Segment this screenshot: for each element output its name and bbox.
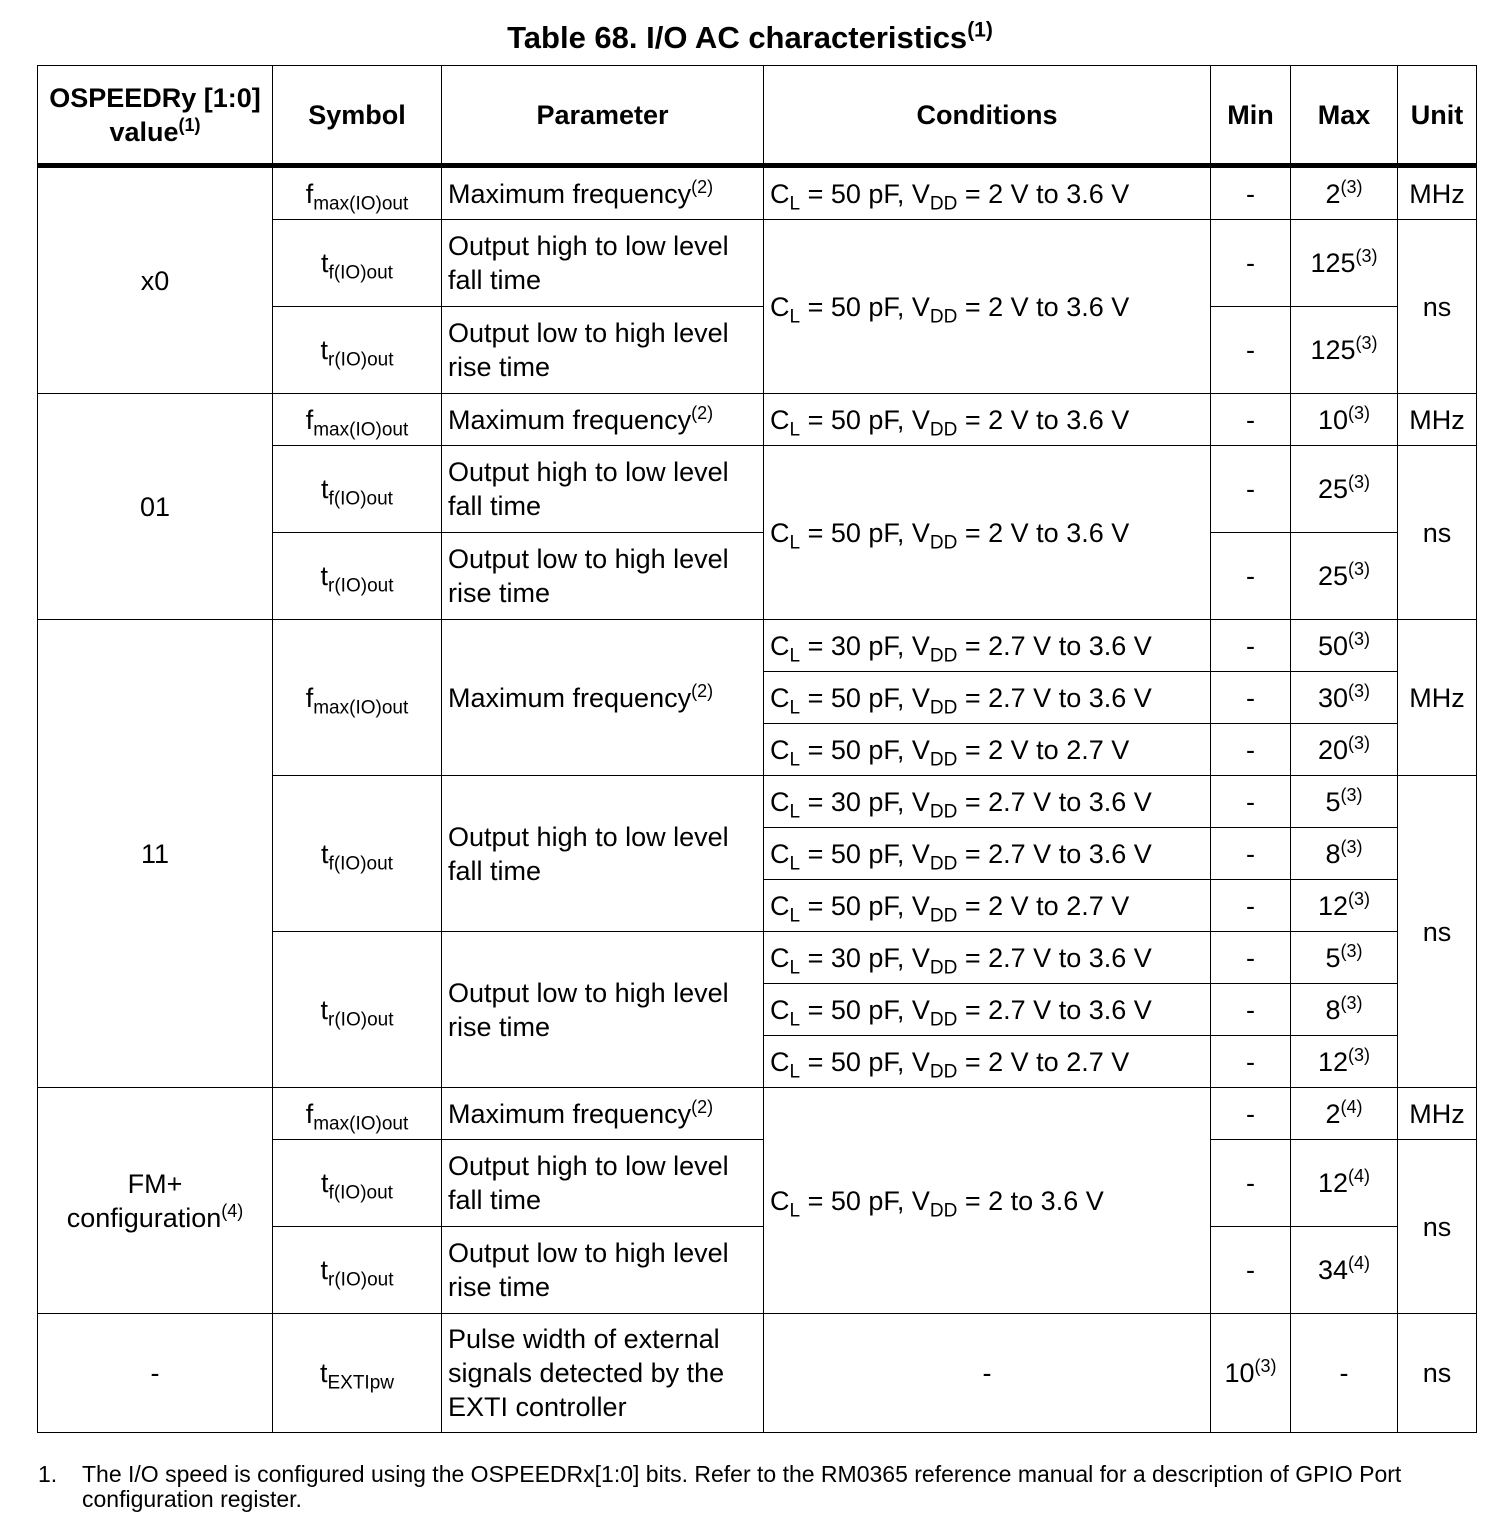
min-value: -: [1211, 984, 1291, 1036]
header-max: Max: [1291, 66, 1398, 166]
unit-mhz: MHz: [1398, 394, 1477, 446]
symbol-fmax: $f_{max(IO)out}$: [273, 166, 442, 220]
min-value: -: [1211, 166, 1291, 220]
group-01: 01: [38, 394, 273, 620]
param-exti-pulse-width: Pulse width of external signals detected by the EXTI controller: [442, 1314, 764, 1433]
min-value: -: [1211, 307, 1291, 394]
condition: -: [764, 1314, 1211, 1433]
condition: $C_L = 30$ pF, $V_{DD} = 2.7$ V to 3.6 V: [764, 776, 1211, 828]
max-value: 8$^{(3)}$: [1291, 828, 1398, 880]
max-value: 25$^{(3)}$: [1291, 446, 1398, 533]
min-value: -: [1211, 828, 1291, 880]
symbol-tf: $t_{f(IO)out}$: [273, 1140, 442, 1227]
table-row: [38, 394, 1477, 446]
max-value: 12$^{(3)}$: [1291, 1036, 1398, 1088]
min-value: -: [1211, 620, 1291, 672]
symbol-tf: $t_{f(IO)out}$: [273, 776, 442, 932]
unit-ns: ns: [1398, 1140, 1477, 1314]
min-value: -: [1211, 533, 1291, 620]
footnote-number: 1.: [38, 1461, 58, 1487]
param-fall-time: Output high to low level fall time: [442, 776, 764, 932]
min-value: -: [1211, 672, 1291, 724]
min-value: -: [1211, 776, 1291, 828]
unit-ns: ns: [1398, 220, 1477, 394]
min-value: -: [1211, 1036, 1291, 1088]
unit-ns: ns: [1398, 446, 1477, 620]
footnotes: [38, 1462, 1458, 1512]
symbol-tf: $t_{f(IO)out}$: [273, 446, 442, 533]
param-max-frequency: Maximum frequency$^{(2)}$: [442, 1088, 764, 1140]
param-fall-time: Output high to low level fall time: [442, 1140, 764, 1227]
condition: $C_L = 50$ pF, $V_{DD} = 2$ to 3.6 V: [764, 1088, 1211, 1314]
unit-mhz: MHz: [1398, 1088, 1477, 1140]
title-footnote-ref: (1): [967, 18, 993, 42]
header-unit: Unit: [1398, 66, 1477, 166]
condition: $C_L = 50$ pF, $V_{DD} = 2.7$ V to 3.6 V: [764, 984, 1211, 1036]
param-rise-time: Output low to high level rise time: [442, 533, 764, 620]
condition: $C_L = 30$ pF, $V_{DD} = 2.7$ V to 3.6 V: [764, 620, 1211, 672]
max-value: 12$^{(3)}$: [1291, 880, 1398, 932]
group-11: 11: [38, 620, 273, 1088]
table-row: [38, 1314, 1477, 1433]
param-fall-time: Output high to low level fall time: [442, 446, 764, 533]
max-value: 2$^{(3)}$: [1291, 166, 1398, 220]
symbol-tr: $t_{r(IO)out}$: [273, 932, 442, 1088]
max-value: 125$^{(3)}$: [1291, 220, 1398, 307]
symbol-fmax: $f_{max(IO)out}$: [273, 1088, 442, 1140]
param-rise-time: Output low to high level rise time: [442, 932, 764, 1088]
table-row: [38, 166, 1477, 220]
condition: $C_L = 30$ pF, $V_{DD} = 2.7$ V to 3.6 V: [764, 932, 1211, 984]
max-value: 50$^{(3)}$: [1291, 620, 1398, 672]
unit-ns: ns: [1398, 1314, 1477, 1433]
max-value: 34$^{(4)}$: [1291, 1227, 1398, 1314]
param-rise-time: Output low to high level rise time: [442, 1227, 764, 1314]
io-ac-characteristics-table: [37, 65, 1477, 1433]
param-max-frequency: Maximum frequency$^{(2)}$: [442, 620, 764, 776]
param-rise-time: Output low to high level rise time: [442, 307, 764, 394]
min-value: 10$^{(3)}$: [1211, 1314, 1291, 1433]
header-conditions: Conditions: [764, 66, 1211, 166]
min-value: -: [1211, 446, 1291, 533]
symbol-tf: $t_{f(IO)out}$: [273, 220, 442, 307]
symbol-tr: $t_{r(IO)out}$: [273, 307, 442, 394]
group-x0: x0: [38, 166, 273, 394]
max-value: 5$^{(3)}$: [1291, 932, 1398, 984]
max-value: -: [1291, 1314, 1398, 1433]
condition: $C_L = 50$ pF, $V_{DD} = 2$ V to 3.6 V: [764, 166, 1211, 220]
header-ospeedr: OSPEEDRy [1:0] value$^{(1)}$: [38, 66, 273, 166]
symbol-tr: $t_{r(IO)out}$: [273, 1227, 442, 1314]
symbol-fmax: $f_{max(IO)out}$: [273, 394, 442, 446]
min-value: -: [1211, 394, 1291, 446]
max-value: 12$^{(4)}$: [1291, 1140, 1398, 1227]
condition: $C_L = 50$ pF, $V_{DD} = 2$ V to 2.7 V: [764, 724, 1211, 776]
min-value: -: [1211, 1140, 1291, 1227]
symbol-texti: $t_{EXTIpw}$: [273, 1314, 442, 1433]
max-value: 25$^{(3)}$: [1291, 533, 1398, 620]
group-fm-plus: FM+ configuration$^{(4)}$: [38, 1088, 273, 1314]
param-max-frequency: Maximum frequency$^{(2)}$: [442, 166, 764, 220]
max-value: 20$^{(3)}$: [1291, 724, 1398, 776]
table-title: Table 68. I/O AC characteristics$^{(1)}$: [507, 18, 993, 55]
condition: $C_L = 50$ pF, $V_{DD} = 2$ V to 3.6 V: [764, 220, 1211, 394]
symbol-fmax: $f_{max(IO)out}$: [273, 620, 442, 776]
table-row: [38, 620, 1477, 672]
condition: $C_L = 50$ pF, $V_{DD} = 2$ V to 2.7 V: [764, 880, 1211, 932]
condition: $C_L = 50$ pF, $V_{DD} = 2$ V to 3.6 V: [764, 394, 1211, 446]
group-none: -: [38, 1314, 273, 1433]
condition: $C_L = 50$ pF, $V_{DD} = 2.7$ V to 3.6 V: [764, 828, 1211, 880]
unit-mhz: MHz: [1398, 620, 1477, 776]
header-symbol: Symbol: [273, 66, 442, 166]
max-value: 5$^{(3)}$: [1291, 776, 1398, 828]
footnote-text: The I/O speed is configured using the OSPEEDRx[1:0] bits. Refer to the RM0365 reference manual for a description of GPIO Port configuration register.: [82, 1461, 1402, 1512]
header-row: [38, 66, 1477, 166]
condition: $C_L = 50$ pF, $V_{DD} = 2$ V to 3.6 V: [764, 446, 1211, 620]
max-value: 125$^{(3)}$: [1291, 307, 1398, 394]
condition: $C_L = 50$ pF, $V_{DD} = 2.7$ V to 3.6 V: [764, 672, 1211, 724]
min-value: -: [1211, 220, 1291, 307]
min-value: -: [1211, 932, 1291, 984]
unit-ns: ns: [1398, 776, 1477, 1088]
max-value: 8$^{(3)}$: [1291, 984, 1398, 1036]
unit-mhz: MHz: [1398, 166, 1477, 220]
max-value: 2$^{(4)}$: [1291, 1088, 1398, 1140]
min-value: -: [1211, 880, 1291, 932]
min-value: -: [1211, 1088, 1291, 1140]
min-value: -: [1211, 724, 1291, 776]
header-parameter: Parameter: [442, 66, 764, 166]
param-max-frequency: Maximum frequency$^{(2)}$: [442, 394, 764, 446]
max-value: 10$^{(3)}$: [1291, 394, 1398, 446]
condition: $C_L = 50$ pF, $V_{DD} = 2$ V to 2.7 V: [764, 1036, 1211, 1088]
symbol-tr: $t_{r(IO)out}$: [273, 533, 442, 620]
min-value: -: [1211, 1227, 1291, 1314]
header-min: Min: [1211, 66, 1291, 166]
max-value: 30$^{(3)}$: [1291, 672, 1398, 724]
table-row: [38, 1088, 1477, 1140]
param-fall-time: Output high to low level fall time: [442, 220, 764, 307]
